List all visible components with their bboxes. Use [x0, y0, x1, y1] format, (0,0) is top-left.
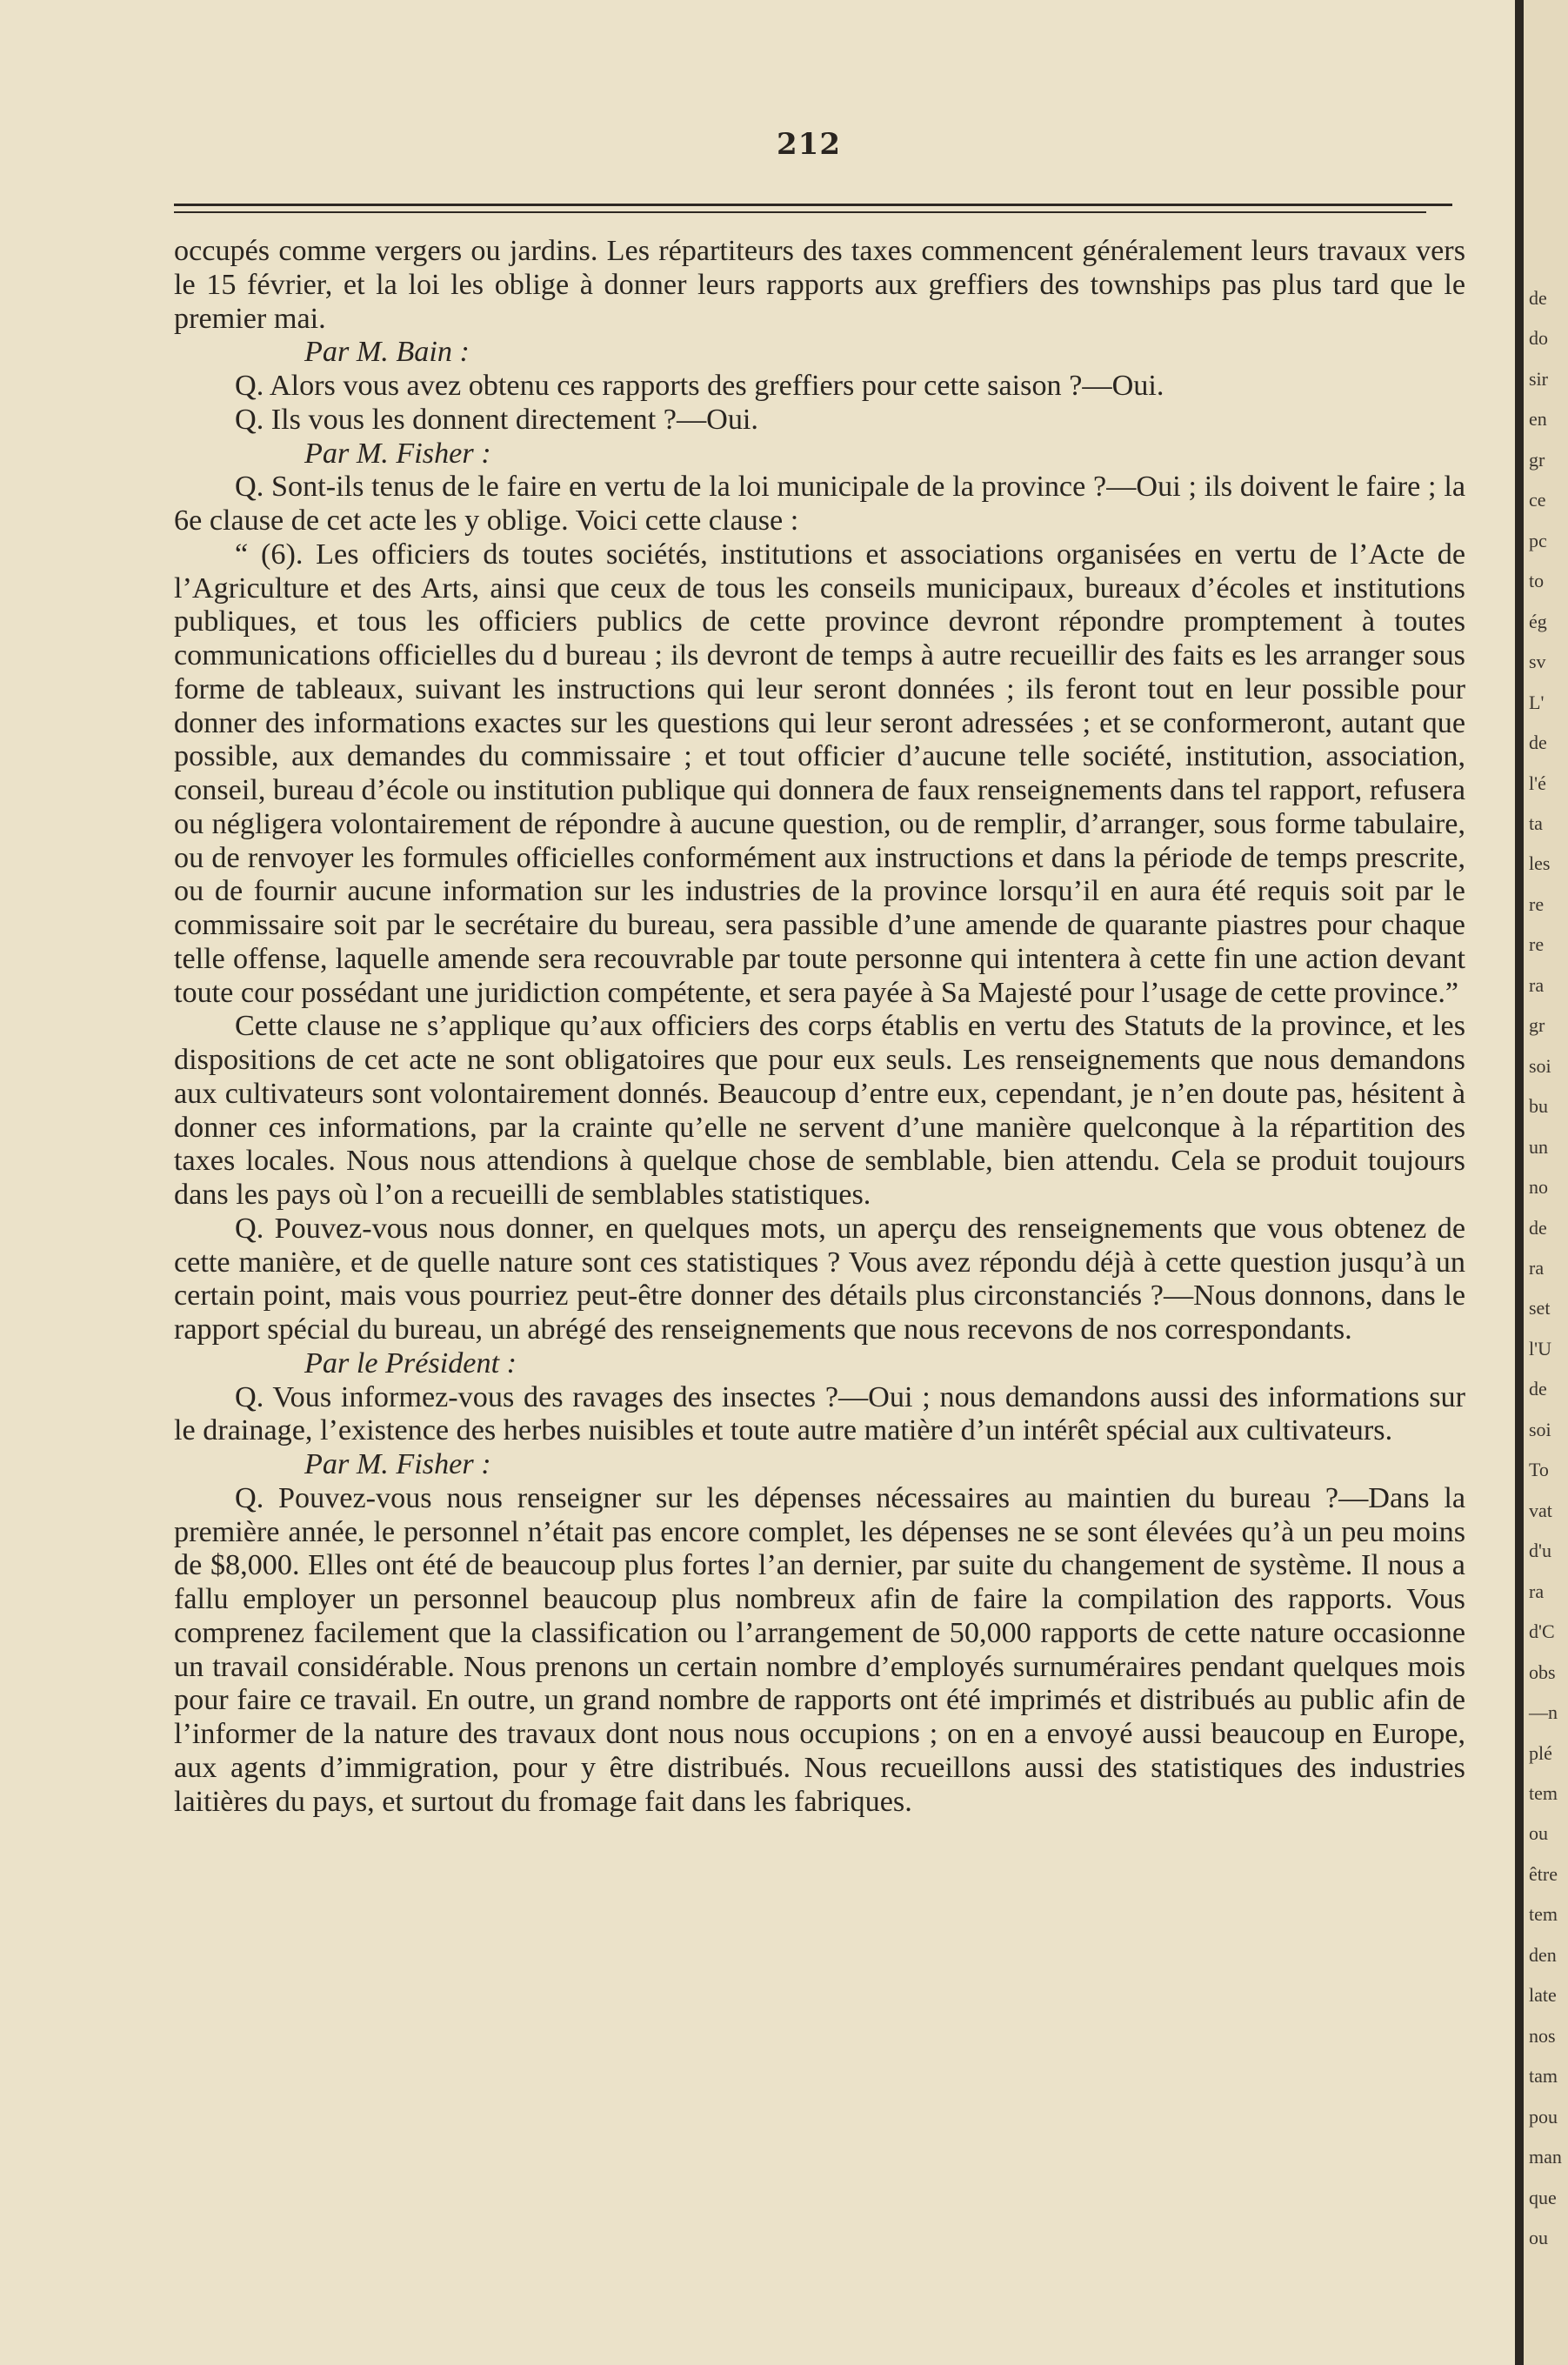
adjacent-page-fragment: ou — [1529, 1822, 1548, 1844]
adjacent-page-fragment: un — [1529, 1136, 1548, 1158]
adjacent-page-fragment: pou — [1529, 2106, 1558, 2128]
paragraph: Q. Pouvez-vous nous donner, en quelques mots, un aperçu des renseignements que vous obtenez de cette manière, et de quelle nature sont ces statistiques ? Vous avez répondu déjà à cette question jusqu’à un certain point, mais vous pourriez peut-être donner des détails plus circonstanciés ?—Nous donnons, dans le rapport spécial du bureau, un abrégé des renseignements que nous recevons de nos correspondants. — [174, 1212, 1465, 1346]
adjacent-page-fragment: sir — [1529, 368, 1548, 390]
adjacent-page-fragment: tam — [1529, 2065, 1558, 2087]
adjacent-page-fragment: de — [1529, 1378, 1547, 1400]
adjacent-page-fragment: To — [1529, 1459, 1549, 1480]
adjacent-page-fragment: —n — [1529, 1701, 1558, 1723]
adjacent-page-fragment: soi — [1529, 1055, 1551, 1077]
adjacent-page-fragment: vat — [1529, 1500, 1552, 1521]
adjacent-page-fragment: ce — [1529, 489, 1546, 511]
adjacent-page-fragment: les — [1529, 852, 1551, 874]
adjacent-page-fragment: gr — [1529, 1014, 1545, 1036]
adjacent-page-fragment: do — [1529, 327, 1548, 349]
adjacent-page-fragment: de — [1529, 287, 1547, 309]
adjacent-page-fragment: de — [1529, 1217, 1547, 1239]
paragraph: Q. Alors vous avez obtenu ces rapports des greffiers pour cette saison ?—Oui. — [235, 370, 1164, 402]
adjacent-page-fragment: d'C — [1529, 1620, 1555, 1642]
header-rule-thin — [174, 211, 1426, 213]
adjacent-page-fragment: sv — [1529, 651, 1546, 672]
adjacent-page-fragment: l'é — [1529, 772, 1546, 794]
adjacent-page-fragment: que — [1529, 2187, 1557, 2208]
adjacent-page-edge — [1524, 0, 1568, 2365]
adjacent-page-fragment: re — [1529, 933, 1545, 955]
adjacent-page-fragment: de — [1529, 732, 1547, 753]
adjacent-page-fragment: tem — [1529, 1903, 1558, 1925]
adjacent-page-fragment: L' — [1529, 691, 1545, 713]
adjacent-page-fragment: ta — [1529, 812, 1543, 834]
speaker-heading: Par M. Fisher : — [304, 437, 491, 470]
adjacent-page-fragment: late — [1529, 1984, 1557, 2006]
paragraph: Cette clause ne s’applique qu’aux officiers des corps établis en vertu des Statuts de la province, et les dispositions de cet acte ne sont obligatoires que pour eux seuls. Les renseignements que nous demandons aux cultivateurs sont volontairement donnés. Beaucoup d’entre eux, cependant, je n’en doute pas, hésitent à donner ces informations, par la crainte qu’elle ne servent d’une manière quelconque à la répartition des taxes locales. Nous nous attendions à quelque chose de semblable, bien attendu. Cela se produit toujours dans les pays où l’on a recueilli de semblables statistiques. — [174, 1010, 1465, 1211]
paragraph: “ (6). Les officiers ds toutes sociétés, institutions et associations organisées en vertu de l’Acte de l’Agriculture et des Arts, ainsi que ceux de tous les conseils municipaux, bureaux d’écoles et institutions publiques, et tous les officiers publics de cette province devront répondre promptement à toutes communications officielles du d bureau ; ils devront de temps à autre recueillir des faits es les arranger sous forme de tableaux, suivant les instructions qui leur seront données ; ils feront tout en leur possible pour donner des informations exactes sur les questions qui leur seront adressées ; et se conformeront, autant que possible, aux demandes du commissaire ; et tout officier d’aucune telle société, institution, association, conseil, bureau d’école ou institution publique qui donnera de faux renseignements dans tel rapport, refusera ou négligera volontairement de répondre à aucune question, ou de remplir, d’arranger, sous forme tabulaire, ou de renvoyer les formules officielles conformément aux instructions et dans la période de temps prescrite, ou de fournir aucune information sur les industries de la province lorsqu’il en aura été requis soit par le commissaire soit par le secrétaire du bureau, sera passible d’une amende de quarante piastres pour chaque telle offense, laquelle amende sera recouvrable par toute personne qui intentera à cette fin une action devant toute cour possédant une juridiction compétente, et sera payée à Sa Majesté pour l’usage de cette province.” — [174, 538, 1465, 1009]
adjacent-page-fragment: ra — [1529, 1257, 1545, 1279]
adjacent-page-fragment: ou — [1529, 2227, 1548, 2248]
adjacent-page-fragment: ra — [1529, 974, 1545, 996]
paragraph: Q. Ils vous les donnent directement ?—Oui. — [235, 403, 758, 436]
header-rule — [174, 204, 1452, 206]
page-number: 212 — [777, 127, 841, 162]
adjacent-page-fragment: l'U — [1529, 1338, 1551, 1360]
adjacent-page-fragment: obs — [1529, 1661, 1556, 1683]
paragraph: Q. Pouvez-vous nous renseigner sur les dépenses nécessaires au maintien du bureau ?—Dans la première année, le personnel n’était pas encore complet, les dépenses ne se sont élevées qu’à un peu moins de $8,000. Elles ont été de beaucoup plus fortes l’an dernier, par suite du changement de système. Il nous a fallu employer un personnel beaucoup plus nombreux afin de faire la compilation des rapports. Vous comprenez facilement que la classification ou l’arrangement de 50,000 rapports de cette nature occasionne un travail considérable. Nous prenons un certain nombre d’employés surnuméraires pendant quelques mois pour faire ce travail. En outre, un grand nombre de rapports ont été imprimés et distribués au public afin de l’informer de la nature des travaux dont nous nous occupions ; on en a envoyé aussi beaucoup en Europe, aux agents d’immigration, pour y être distribués. Nous recueillons aussi des statistiques des industries laitières du pays, et surtout du fromage fait dans les fabriques. — [174, 1481, 1465, 1818]
speaker-heading: Par M. Bain : — [304, 336, 470, 369]
adjacent-page-fragment: être — [1529, 1863, 1558, 1885]
paragraph: Q. Sont-ils tenus de le faire en vertu de la loi municipale de la province ?—Oui ; ils doivent le faire ; la 6e clause de cet acte les y oblige. Voici cette clause : — [174, 471, 1465, 537]
adjacent-page-fragment: bu — [1529, 1095, 1548, 1117]
adjacent-page-fragment: plé — [1529, 1742, 1552, 1764]
adjacent-page-fragment: re — [1529, 893, 1545, 915]
adjacent-page-fragment: en — [1529, 408, 1547, 430]
adjacent-page-fragment: tem — [1529, 1782, 1558, 1804]
adjacent-page-fragment: ég — [1529, 611, 1547, 632]
adjacent-page-fragment: set — [1529, 1297, 1551, 1319]
adjacent-page-fragment: no — [1529, 1176, 1548, 1198]
adjacent-page-fragment: to — [1529, 570, 1545, 591]
adjacent-page-fragment: den — [1529, 1944, 1557, 1966]
adjacent-page-fragment: d'u — [1529, 1540, 1551, 1561]
body-text — [174, 235, 1465, 1819]
adjacent-page-fragment: gr — [1529, 449, 1545, 471]
adjacent-page-fragment: man — [1529, 2146, 1562, 2168]
adjacent-page-fragment: ra — [1529, 1580, 1545, 1602]
speaker-heading: Par le Président : — [304, 1346, 517, 1380]
adjacent-page-fragment: nos — [1529, 2025, 1556, 2047]
paragraph: occupés comme vergers ou jardins. Les répartiteurs des taxes commencent généralement leurs travaux vers le 15 février, et la loi les oblige à donner leurs rapports aux greffiers des townships pas plus tard que le premier mai. — [174, 235, 1465, 335]
page-gutter — [1515, 0, 1524, 2365]
adjacent-page-fragment: pc — [1529, 530, 1547, 551]
speaker-heading: Par M. Fisher : — [304, 1448, 491, 1480]
adjacent-page-fragment: soi — [1529, 1419, 1551, 1440]
paragraph: Q. Vous informez-vous des ravages des insectes ?—Oui ; nous demandons aussi des informations sur le drainage, l’existence des herbes nuisibles et toute autre matière d’un intérêt spécial aux cultivateurs. — [174, 1380, 1465, 1447]
